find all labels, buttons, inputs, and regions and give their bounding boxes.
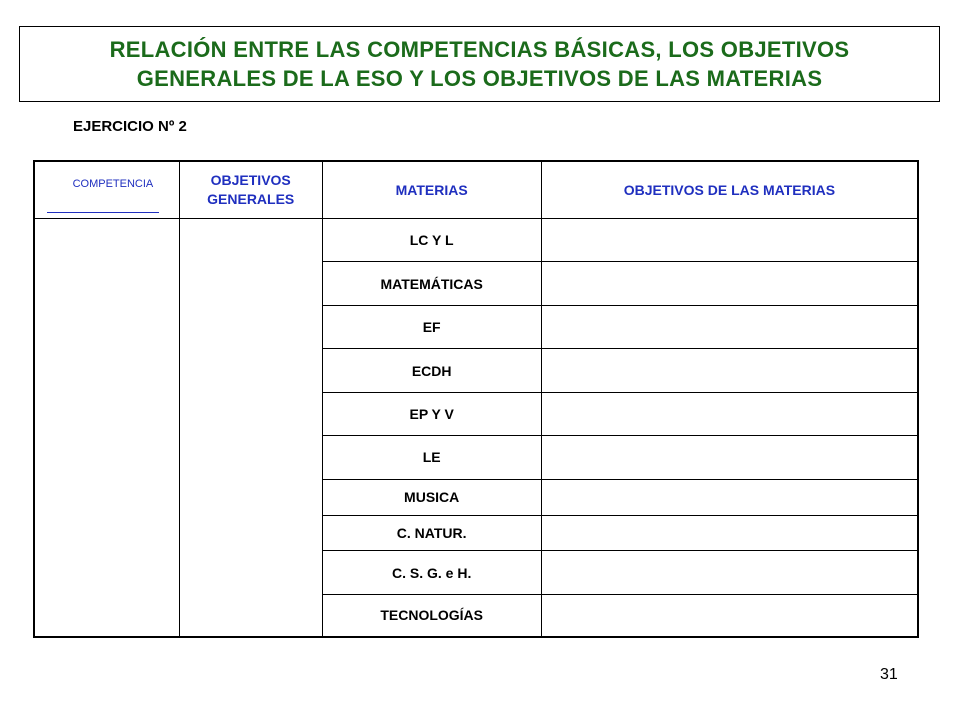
relation-table	[33, 160, 919, 638]
subject-objective-cell[interactable]	[541, 219, 918, 262]
subject-cell: MUSICA	[322, 479, 541, 515]
subject-cell: LC Y L	[322, 219, 541, 262]
subject-cell: MATEMÁTICAS	[322, 262, 541, 305]
page-number: 31	[880, 666, 898, 683]
header-competencia	[34, 161, 179, 219]
subject-objective-cell[interactable]	[541, 479, 918, 515]
subject-objective-cell[interactable]	[541, 551, 918, 594]
subject-cell: C. S. G. e H.	[322, 551, 541, 594]
subject-objective-cell[interactable]	[541, 594, 918, 637]
subject-cell: TECNOLOGÍAS	[322, 594, 541, 637]
objetivos-generales-cell[interactable]	[179, 219, 322, 638]
subject-objective-cell[interactable]	[541, 305, 918, 348]
title-line-1: RELACIÓN ENTRE LAS COMPETENCIAS BÁSICAS, LOS OBJETIVOS	[109, 37, 850, 62]
subject-cell: LE	[322, 436, 541, 479]
header-objetivos-materias: OBJETIVOS DE LAS MATERIAS	[541, 161, 918, 219]
competencia-blank-line	[47, 212, 159, 213]
competencia-label: COMPETENCIA	[72, 177, 154, 190]
header-objetivos-generales: OBJETIVOS GENERALES	[179, 161, 322, 219]
subject-objective-cell[interactable]	[541, 392, 918, 435]
subject-cell: EF	[322, 305, 541, 348]
subject-objective-cell[interactable]	[541, 262, 918, 305]
subject-objective-cell[interactable]	[541, 349, 918, 392]
subject-objective-cell[interactable]	[541, 436, 918, 479]
subject-objective-cell[interactable]	[541, 516, 918, 551]
slide-title	[19, 26, 940, 102]
exercise-label: EJERCICIO Nº 2	[73, 118, 187, 135]
header-materias: MATERIAS	[322, 161, 541, 219]
title-line-2: GENERALES DE LA ESO Y LOS OBJETIVOS DE LAS MATERIAS	[136, 66, 823, 91]
subject-cell: ECDH	[322, 349, 541, 392]
subject-cell: C. NATUR.	[322, 516, 541, 551]
table-row	[34, 219, 918, 262]
header-row	[34, 161, 918, 219]
competencia-cell[interactable]	[34, 219, 179, 638]
subject-cell: EP Y V	[322, 392, 541, 435]
